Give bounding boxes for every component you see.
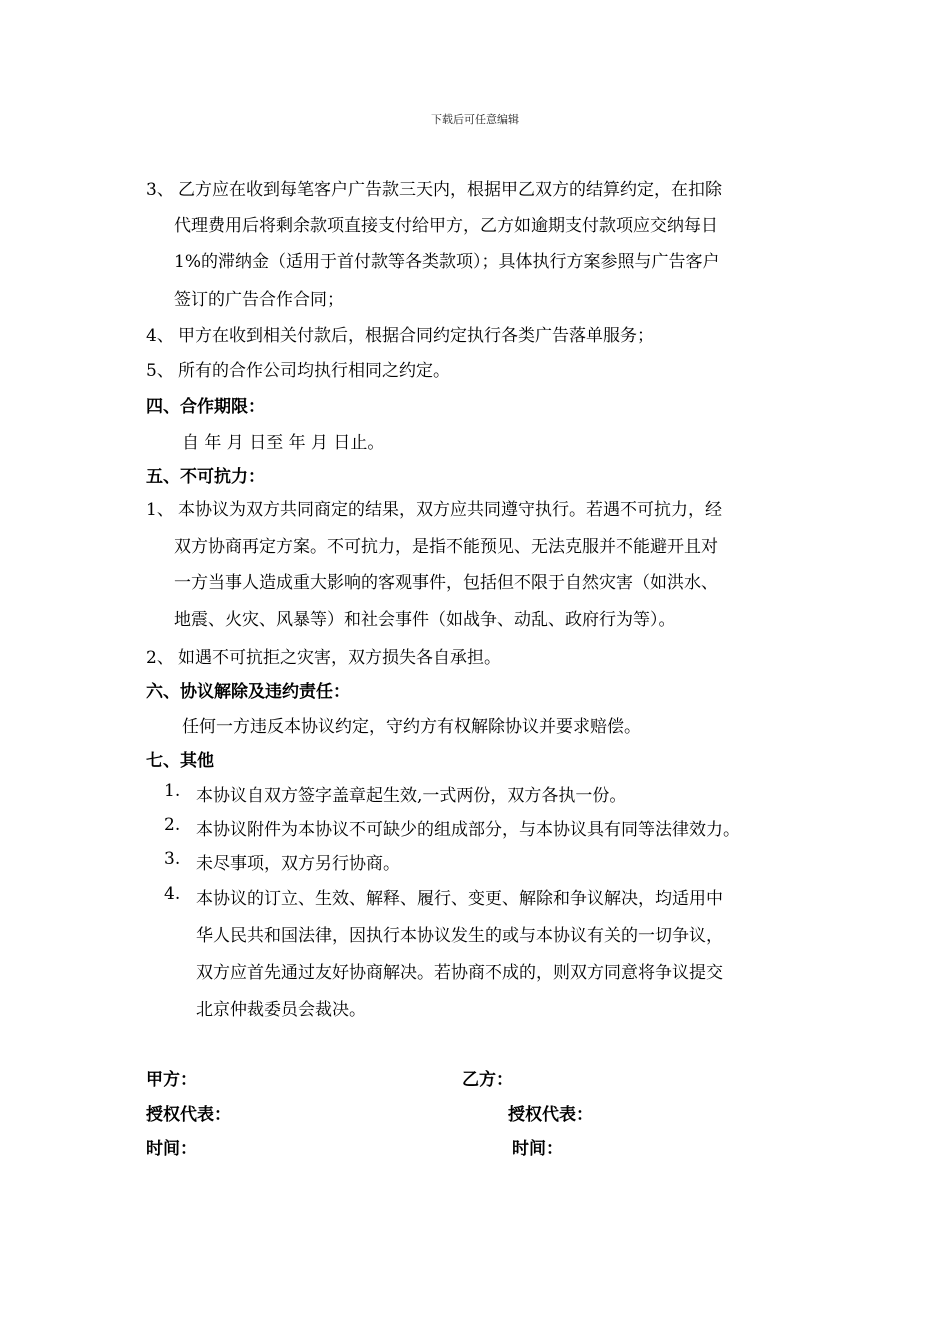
clause-text: 所有的合作公司均执行相同之约定。 <box>178 361 450 381</box>
clause-number: 4、 <box>146 326 174 346</box>
clause-text: 未尽事项，双方另行协商。 <box>196 854 400 874</box>
clause-number: 4. <box>164 884 181 904</box>
party-b-rep: 授权代表： <box>508 1105 593 1125</box>
clause-text: 如遇不可抗拒之灾害，双方损失各自承担。 <box>178 648 501 668</box>
clause-number: 1. <box>164 781 181 801</box>
clause-text: 本协议附件为本协议不可缺少的组成部分，与本协议具有同等法律效力。 <box>196 820 740 840</box>
clause-number: 2. <box>164 815 181 835</box>
clause-text: 代理费用后将剩余款项直接支付给甲方，乙方如逾期支付款项应交纳每日 <box>174 216 718 236</box>
party-b-time: 时间： <box>512 1139 563 1159</box>
clause-text: 本协议自双方签字盖章起生效,一式两份，双方各执一份。 <box>196 786 627 806</box>
clause-text: 本协议的订立、生效、解释、履行、变更、解除和争议解决，均适用中 <box>196 889 723 909</box>
section-4-title: 四、合作期限： <box>146 397 265 417</box>
breach-text: 任何一方违反本协议约定，守约方有权解除协议并要求赔偿。 <box>182 717 641 737</box>
section-5-title: 五、不可抗力： <box>146 467 265 487</box>
party-a-label: 甲方： <box>146 1070 197 1090</box>
clause-text: 地震、火灾、风暴等）和社会事件（如战争、动乱、政府行为等）。 <box>174 610 676 630</box>
clause-text: 双方协商再定方案。不可抗力，是指不能预见、无法克服并不能避开且对 <box>174 537 718 557</box>
party-a-time: 时间： <box>146 1139 197 1159</box>
clause-text: 北京仲裁委员会裁决。 <box>196 1000 366 1020</box>
clause-number: 3、 <box>146 180 174 200</box>
party-a-rep: 授权代表： <box>146 1105 231 1125</box>
clause-text: 双方应首先通过友好协商解决。若协商不成的，则双方同意将争议提交 <box>196 963 723 983</box>
party-b-label: 乙方： <box>462 1070 513 1090</box>
clause-number: 5、 <box>146 361 174 381</box>
page-header: 下载后可任意编辑 <box>431 113 519 126</box>
clause-text: 本协议为双方共同商定的结果，双方应共同遵守执行。若遇不可抗力，经 <box>178 500 722 520</box>
section-6-title: 六、协议解除及违约责任： <box>146 682 350 702</box>
term-text: 自 年 月 日至 年 月 日止。 <box>182 433 385 453</box>
clause-text: 华人民共和国法律，因执行本协议发生的或与本协议有关的一切争议， <box>196 926 723 946</box>
clause-text: 签订的广告合作合同； <box>174 290 344 310</box>
section-7-title: 七、其他 <box>146 751 214 771</box>
clause-number: 1、 <box>146 500 174 520</box>
clause-text: 甲方在收到相关付款后，根据合同约定执行各类广告落单服务； <box>178 326 654 346</box>
clause-number: 2、 <box>146 648 174 668</box>
clause-text: 一方当事人造成重大影响的客观事件，包括但不限于自然灾害（如洪水、 <box>174 573 718 593</box>
clause-text: 1%的滞纳金（适用于首付款等各类款项）；具体执行方案参照与广告客户 <box>174 252 720 272</box>
clause-number: 3. <box>164 849 181 869</box>
clause-text: 乙方应在收到每笔客户广告款三天内，根据甲乙双方的结算约定，在扣除 <box>178 180 722 200</box>
